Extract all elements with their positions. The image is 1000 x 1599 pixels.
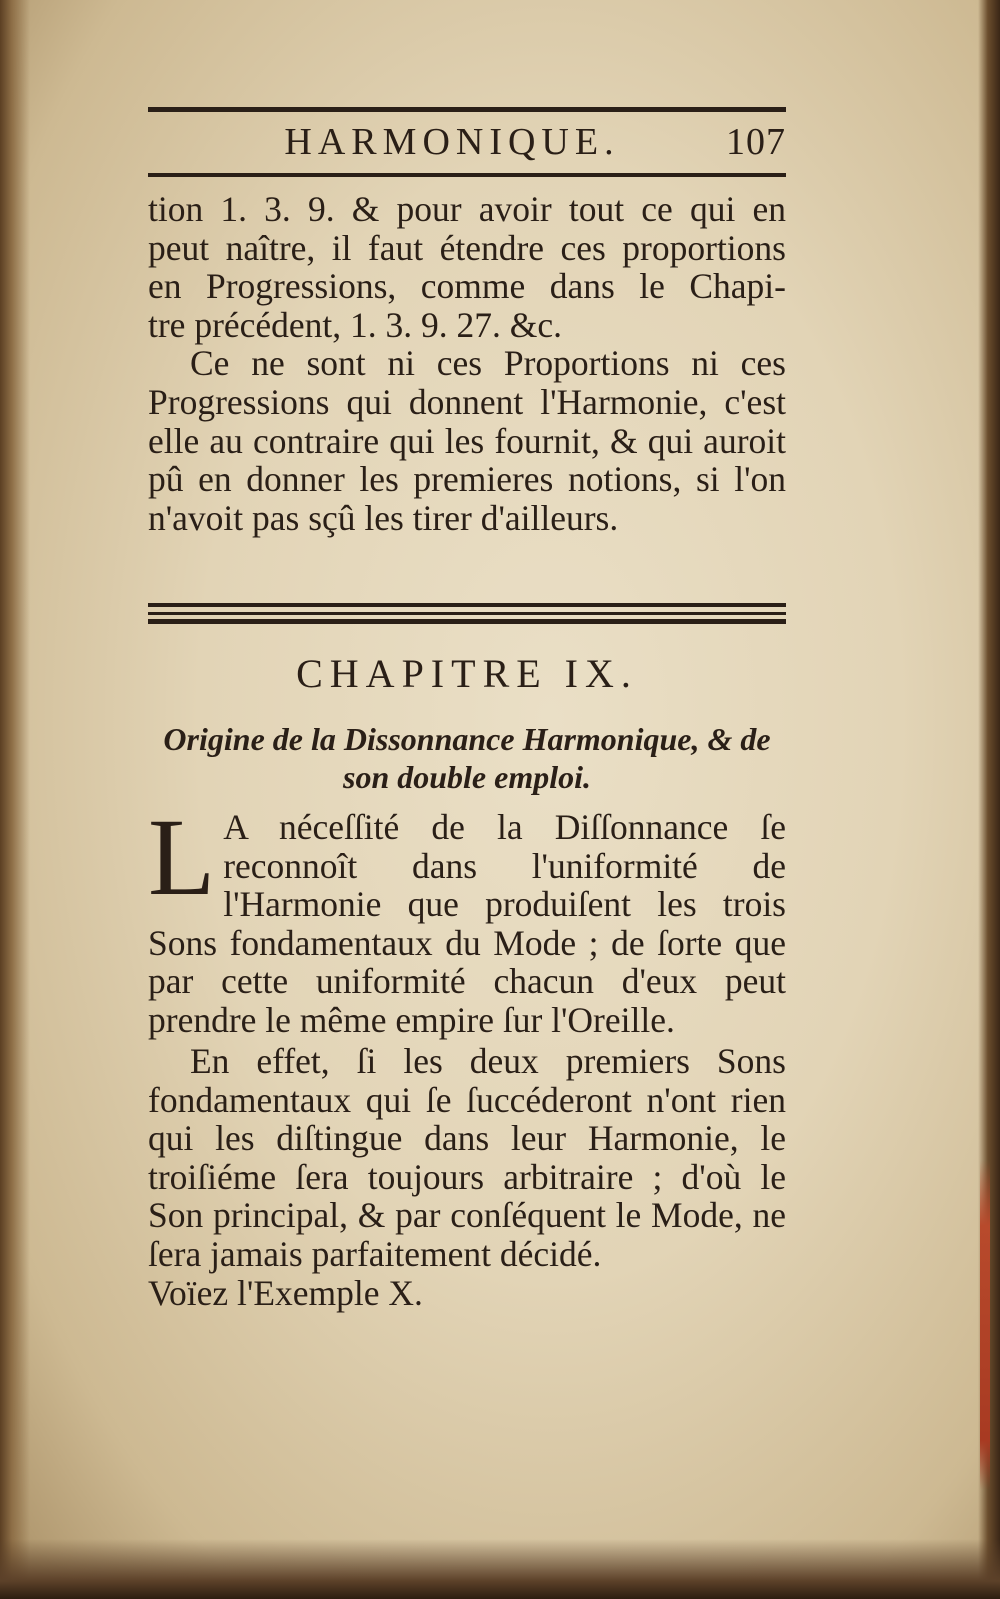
paragraph-2: Ce ne sont ni ces Proportions ni ces Progressions qui donnent l'Harmonie, c'est elle au contraire qui les fournit, & qui auroit pû en donner les premieres notions, si l'on n'avoit pas sçû les tirer d'ailleurs. bbox=[148, 343, 786, 538]
binding-gutter bbox=[0, 0, 30, 1599]
page-number: 107 bbox=[726, 121, 786, 163]
text-line: tre précédent, 1. 3. 9. 27. &c. bbox=[148, 304, 563, 345]
subtitle-line: son double emploi. bbox=[342, 759, 591, 795]
paragraph-4-text: En effet, ſi les deux premiers Sons fondamentaux qui ſe ſuccéderont n'ont rien qui les diſtingue dans leur Harmonie, le troiſiéme ſera toujours arbitraire ; d'où le Son principal, & par conſéquent le Mode, ne ſera jamais parfaitement décidé. bbox=[148, 1041, 786, 1274]
paragraph-4 bbox=[148, 1042, 786, 1312]
chapter-heading: CHAPITRE IX. bbox=[296, 651, 638, 696]
running-head bbox=[148, 120, 786, 170]
paragraph-3-text: A néceſſité de la Diſſonnance ſe reconnoît dans l'uniformité de l'Harmonie que produiſent les trois Sons fondamentaux du Mode ; de ſorte que par cette uniformité chacun d'eux peut prendre le même empire ſur l'Oreille. bbox=[148, 807, 786, 1040]
paragraph-4-last-line: Voïez l'Exemple X. bbox=[148, 1272, 423, 1313]
continued-paragraph bbox=[148, 190, 786, 537]
section-rule bbox=[148, 603, 786, 607]
red-page-edge bbox=[980, 1160, 990, 1490]
text-line: en Progressions, comme dans le Chapi- bbox=[148, 266, 786, 307]
section-rule bbox=[148, 619, 786, 624]
section-rule bbox=[148, 612, 786, 615]
bottom-shadow bbox=[0, 1539, 1000, 1599]
subtitle-line: Origine de la Dissonnance Harmonique, & de bbox=[163, 721, 771, 757]
text-line: peut naître, il faut étendre ces proportions bbox=[148, 227, 786, 268]
drop-cap: L bbox=[148, 796, 216, 918]
header-rule-top bbox=[148, 107, 786, 112]
header-rule-bottom bbox=[148, 173, 786, 177]
text-line: tion 1. 3. 9. & pour avoir tout ce qui en bbox=[148, 189, 786, 229]
chapter-subtitle bbox=[148, 720, 786, 796]
running-title: HARMONIQUE. bbox=[284, 121, 620, 163]
paragraph-3 bbox=[148, 796, 786, 1040]
